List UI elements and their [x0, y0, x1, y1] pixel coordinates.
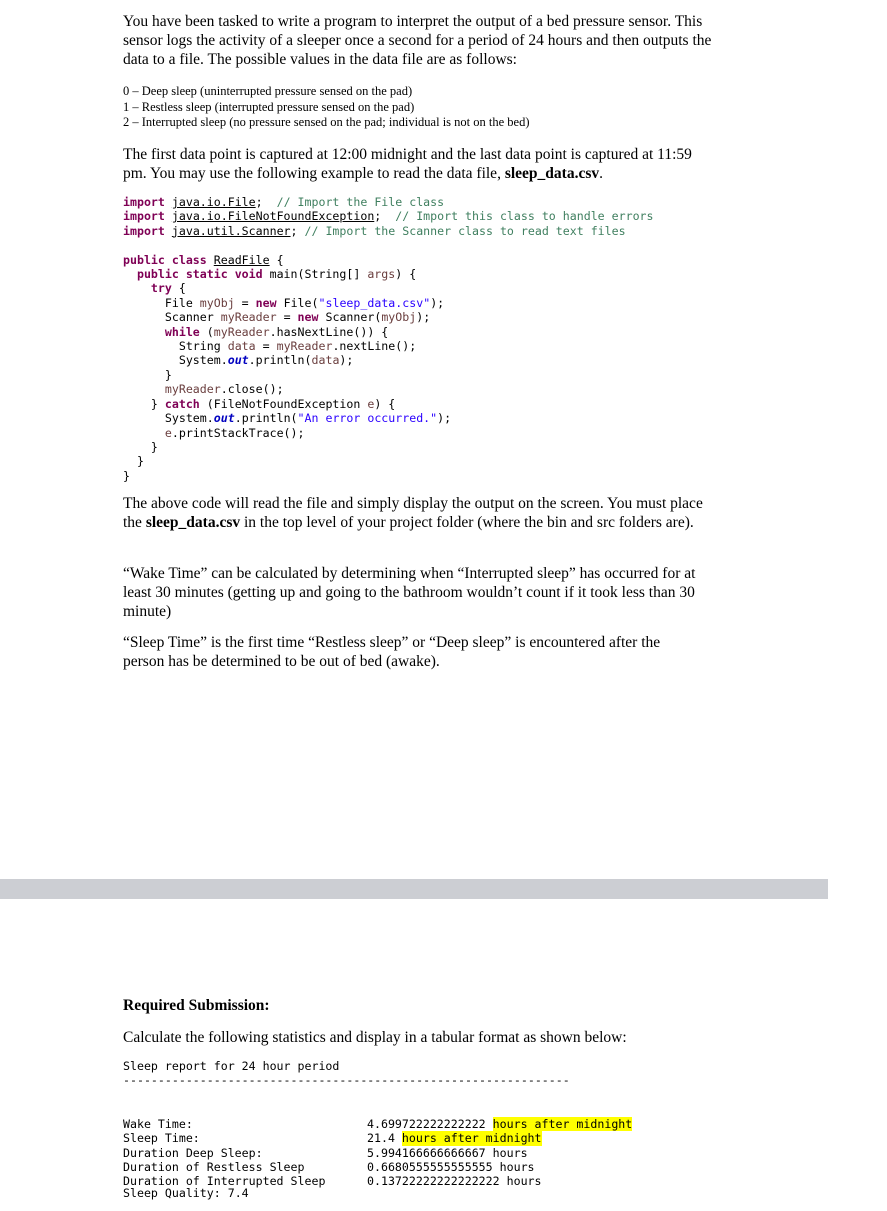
- after-code-paragraph: The above code will read the file and simply display the output on the screen. You must place the sleep_data.csv in the top level of your project folder (where the bin and src folders are).: [123, 495, 703, 531]
- while-line: while (myReader.hasNextLine()) {: [164, 324, 389, 339]
- import-line: import java.io.FileNotFoundException; // Import this class to handle errors: [123, 209, 654, 224]
- row-unit: hours: [506, 1174, 542, 1189]
- sleep-quality: Sleep Quality: 7.4: [123, 1186, 249, 1200]
- import-line: import java.io.File; // Import the File class: [123, 195, 445, 209]
- row-unit: hours: [499, 1160, 535, 1175]
- capture-paragraph: The first data point is captured at 12:00 midnight and the last data point is captured at 11:59 pm. You may use the following example to read the data file, sleep_data.csv.: [123, 146, 692, 182]
- row-unit: hours after midnight: [401, 1131, 542, 1146]
- close-line: myReader.close();: [164, 382, 284, 397]
- row-value: 0.6680555555555555: [367, 1160, 493, 1175]
- row-value: 5.994166666666667: [367, 1145, 486, 1160]
- error-line: System.out.println("An error occurred.");: [164, 411, 452, 426]
- list-item: 1 – Restless sleep (interrupted pressure sensed on the pad): [123, 99, 415, 114]
- scanner-line: Scanner myReader = new Scanner(myObj);: [164, 310, 431, 325]
- sleep-time-paragraph: “Sleep Time” is the first time “Restless sleep” or “Deep sleep” is encountered after the person has be determined to be out of bed (awake).: [123, 634, 661, 670]
- filename: sleep_data.csv: [145, 514, 241, 531]
- row-unit: hours after midnight: [492, 1116, 633, 1131]
- row-label: Wake Time:: [123, 1116, 193, 1131]
- row-value: 0.13722222222222222: [367, 1174, 500, 1189]
- table-row: [123, 1117, 763, 1131]
- row-label: Duration of Interrupted Sleep: [123, 1174, 326, 1189]
- values-list: [123, 84, 723, 131]
- trace-line: e.printStackTrace();: [164, 425, 305, 440]
- catch-line: } catch (FileNotFoundException e) {: [123, 396, 396, 411]
- row-label: Sleep Time:: [123, 1131, 200, 1146]
- row-unit: hours: [492, 1145, 528, 1160]
- intro-paragraph: You have been tasked to write a program to interpret the output of a bed pressure sensor. This sensor logs the activity of a sleeper once a second for a period of 24 hours and then outputs the data to a file. The possible values in the data file are as follows:: [123, 13, 712, 68]
- main-method: public static void main(String[] args) {: [136, 267, 417, 282]
- list-item: 2 – Interrupted sleep (no pressure sensed on the pad; individual is not on the bed): [123, 115, 530, 129]
- import-line: import java.util.Scanner; // Import the Scanner class to read text files: [123, 223, 626, 238]
- filename: sleep_data.csv: [504, 165, 600, 182]
- string-line: String data = myReader.nextLine();: [178, 339, 417, 354]
- row-value: 21.4: [367, 1131, 395, 1146]
- row-value: 4.699722222222222: [367, 1116, 486, 1131]
- submission-instruction: Calculate the following statistics and display in a tabular format as shown below:: [123, 1029, 627, 1046]
- table-row: [123, 1131, 763, 1145]
- wake-time-paragraph: “Wake Time” can be calculated by determining when “Interrupted sleep” has occurred for at least 30 minutes (getting up and going to the bathroom wouldn’t count if it took less than 30 minute): [123, 565, 696, 620]
- code-block: import java.io.File; // Import the File class import java.io.FileNotFoundException; // Import this class to handle errors import java.util.Scanner; // Import the Scanner class to read text files public class ReadFile { public static void main(String[] args) { try { File myObj = new File("sleep_data.csv"); Scanner myReader = new Scanner(myObj); while (myReader.hasNextLine()) { String data = myReader.nextLine(); System.out.println(data); } myReader.close(); } catch (FileNotFoundException e) { System.out.println("An error occurred."); e.printStackTrace(); } } }: [123, 195, 743, 483]
- row-label: Duration Deep Sleep:: [123, 1145, 263, 1160]
- table-row: [123, 1160, 763, 1174]
- page-break-bar: [0, 879, 828, 899]
- table-row: [123, 1146, 763, 1160]
- class-declaration: public class ReadFile {: [123, 252, 284, 267]
- report-title: Sleep report for 24 hour period: [123, 1059, 340, 1073]
- print-line: System.out.println(data);: [178, 353, 354, 368]
- file-line: File myObj = new File("sleep_data.csv");: [164, 295, 445, 310]
- submission-heading: Required Submission:: [123, 997, 270, 1014]
- try-line: try {: [150, 281, 186, 296]
- sleep-quality-value: 7.4: [227, 1186, 249, 1200]
- row-label: Duration of Restless Sleep: [123, 1160, 305, 1175]
- report-divider: ----------------------------------------------------------------: [123, 1076, 570, 1085]
- list-item: 0 – Deep sleep (uninterrupted pressure sensed on the pad): [123, 84, 413, 98]
